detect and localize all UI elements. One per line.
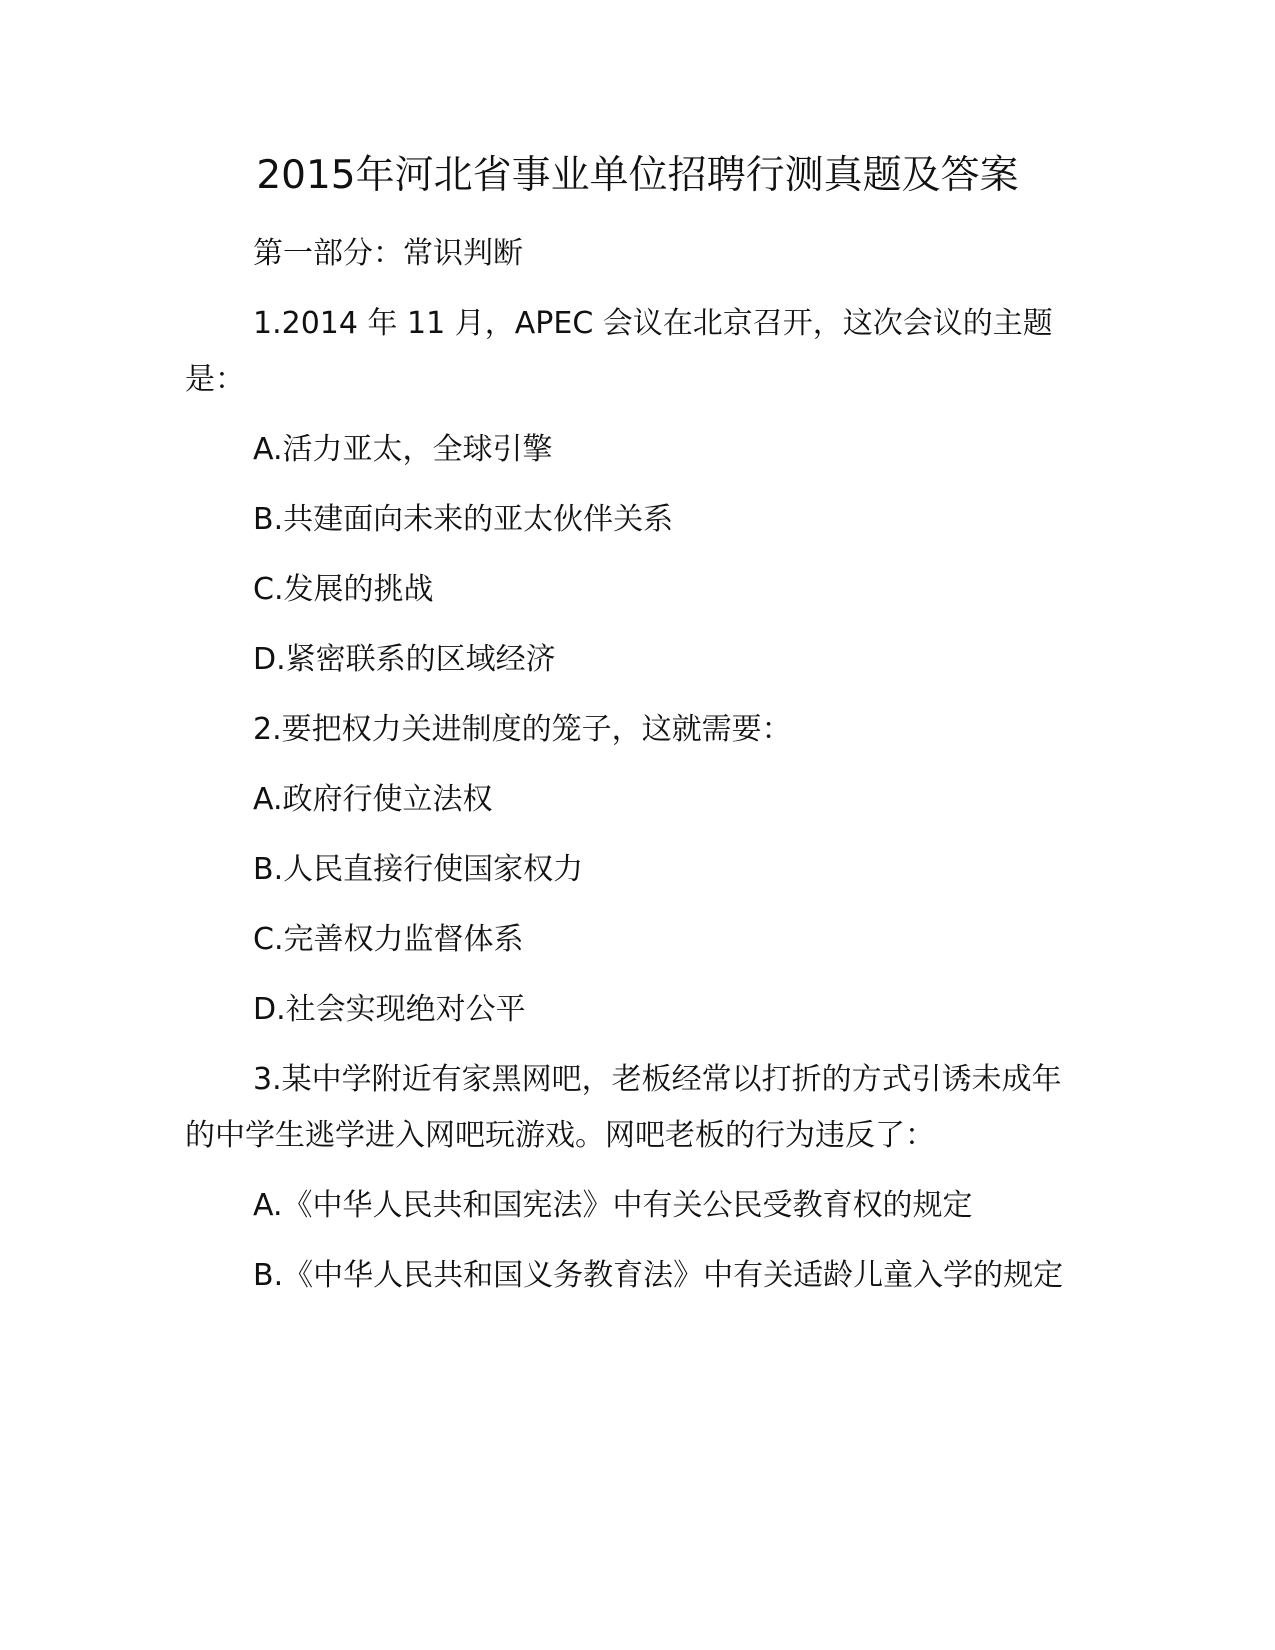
question-stem-3: 3.某中学附近有家黑网吧，老板经常以打折的方式引诱未成年的中学生逃学进入网吧玩游戏。网吧老板的行为违反了： (185, 1062, 1062, 1153)
question-3-option-a: A.《中华人民共和国宪法》中有关公民受教育权的规定 (253, 1188, 973, 1223)
question-2-option-a: A.政府行使立法权 (253, 782, 493, 817)
section-heading: 第一部分：常识判断 (253, 236, 523, 271)
page-title: 2015年河北省事业单位招聘行测真题及答案 (256, 153, 1019, 198)
question-2-option-b: B.人民直接行使国家权力 (253, 852, 584, 887)
document-body (185, 226, 1090, 1304)
question-1-option-c: C.发展的挑战 (253, 572, 434, 607)
question-stem-2: 2.要把权力关进制度的笼子，这就需要： (253, 712, 792, 747)
question-2-option-c: C.完善权力监督体系 (253, 922, 524, 957)
question-3-option-b: B.《中华人民共和国义务教育法》中有关适龄儿童入学的规定 (253, 1258, 1064, 1293)
question-1-option-a: A.活力亚太，全球引擎 (253, 432, 553, 467)
question-2-option-d: D.社会实现绝对公平 (253, 992, 526, 1027)
question-1-option-d: D.紧密联系的区域经济 (253, 642, 556, 677)
question-1-option-b: B.共建面向未来的亚太伙伴关系 (253, 502, 674, 537)
question-stem-1: 1.2014 年 11 月，APEC 会议在北京召开，这次会议的主题是： (185, 306, 1053, 397)
